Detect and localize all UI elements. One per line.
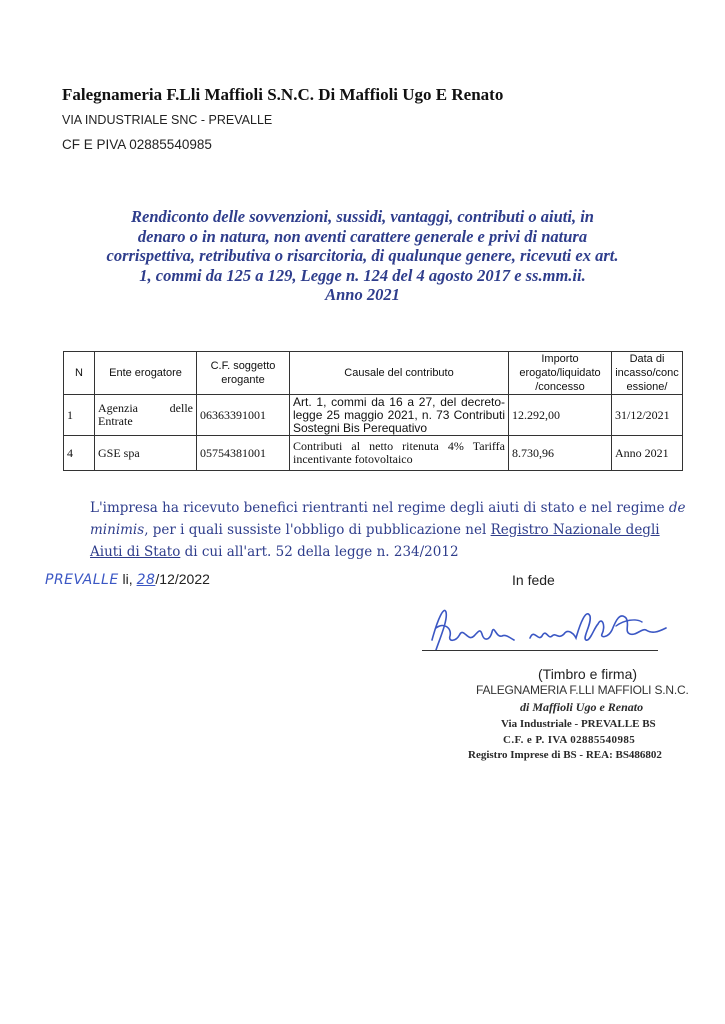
cell-cf: 05754381001 [197, 436, 290, 471]
company-tax-id: CF E PIVA 02885540985 [62, 137, 212, 152]
header-importo-line2: erogato/liquidato [519, 367, 601, 379]
header-importo-line3: /concesso [535, 381, 585, 393]
header-data-line1: Data di [629, 353, 665, 365]
stamp-line: Registro Imprese di BS - REA: BS486802 [468, 749, 662, 761]
signature-line [422, 650, 658, 651]
cell-n: 4 [64, 436, 95, 471]
cell-data: Anno 2021 [612, 436, 683, 471]
handwritten-day: 28 [136, 572, 156, 588]
cell-importo: 8.730,96 [509, 436, 612, 471]
place-date-sep: li, [118, 571, 137, 587]
header-causale: Causale del contributo [290, 352, 509, 395]
registry-link: Aiuti di Stato [90, 544, 181, 560]
header-ente: Ente erogatore [95, 352, 197, 395]
cell-causale: Art. 1, commi da 16 a 27, del decreto-legge 25 maggio 2021, n. 73 Contributi Sostegni Bis Perequativo [290, 395, 509, 436]
table-row [64, 436, 683, 471]
document-title [60, 207, 665, 305]
table-header-row [64, 352, 683, 395]
cell-causale: Contributi al netto ritenuta 4% Tariffa incentivante fotovoltaico [290, 436, 509, 471]
cell-importo: 12.292,00 [509, 395, 612, 436]
company-stamp [468, 683, 718, 775]
handwritten-signature [430, 598, 690, 658]
header-importo [509, 352, 612, 395]
place-date [45, 571, 210, 588]
stamp-line: C.F. e P. IVA 02885540985 [503, 734, 636, 746]
cell-ente: GSE spa [95, 436, 197, 471]
cell-n: 1 [64, 395, 95, 436]
table-row [64, 395, 683, 436]
title-line: 1, commi da 125 a 129, Legge n. 124 del 4 agosto 2017 e ss.mm.ii. [139, 265, 586, 285]
header-n: N [64, 352, 95, 395]
title-line: corrispettiva, retributiva o risarcitoria, di qualunque genere, ricevuti ex art. [106, 246, 619, 265]
header-importo-line1: Importo [541, 353, 579, 365]
header-cf-line1: C.F. soggetto [210, 360, 276, 372]
handwritten-place: PREVALLE [45, 572, 119, 588]
header-cf [197, 352, 290, 395]
company-address: VIA INDUSTRIALE SNC - PREVALLE [62, 113, 273, 127]
stamp-line: FALEGNAMERIA F.LLI MAFFIOLI S.N.C. [476, 683, 689, 697]
title-line: Anno 2021 [325, 285, 400, 304]
header-cf-line2: erogante [221, 374, 265, 386]
declaration-italic: minimis [90, 522, 145, 538]
declaration-italic: de [668, 500, 686, 516]
cell-ente: Agenzia delle Entrate [95, 395, 197, 436]
stamp-line: Via Industriale - PREVALLE BS [501, 718, 656, 730]
declaration-text: di cui all'art. 52 della legge n. 234/2012 [180, 544, 459, 560]
cell-data: 31/12/2021 [612, 395, 683, 436]
declaration-line [90, 519, 660, 541]
header-data-line2: incasso/conc [615, 367, 679, 379]
registry-link: Registro Nazionale degli [490, 522, 660, 538]
cell-cf: 06363391001 [197, 395, 290, 436]
declaration-paragraph [90, 497, 686, 563]
contributions-table [63, 351, 683, 471]
declaration-text: L'impresa ha ricevuto benefici rientranti nel regime degli aiuti di stato e nel regime [90, 500, 669, 516]
place-date-rest: /12/2022 [155, 571, 210, 587]
title-line: denaro o in natura, non aventi carattere generale e privi di natura [137, 226, 588, 246]
header-data-line3: essione/ [626, 381, 668, 393]
declaration-line [90, 497, 686, 519]
company-name: Falegnameria F.Lli Maffioli S.N.C. Di Maffioli Ugo E Renato [62, 85, 504, 104]
declaration-line [90, 541, 650, 563]
stamp-line: di Maffioli Ugo e Renato [520, 700, 644, 714]
title-line: Rendiconto delle sovvenzioni, sussidi, vantaggi, contributi o aiuti, in [131, 207, 594, 226]
header-data [612, 352, 683, 395]
declaration-text: , per i quali sussiste l'obbligo di pubblicazione nel [144, 522, 491, 538]
in-fede-label: In fede [512, 572, 555, 588]
signature-caption: (Timbro e firma) [538, 666, 638, 682]
